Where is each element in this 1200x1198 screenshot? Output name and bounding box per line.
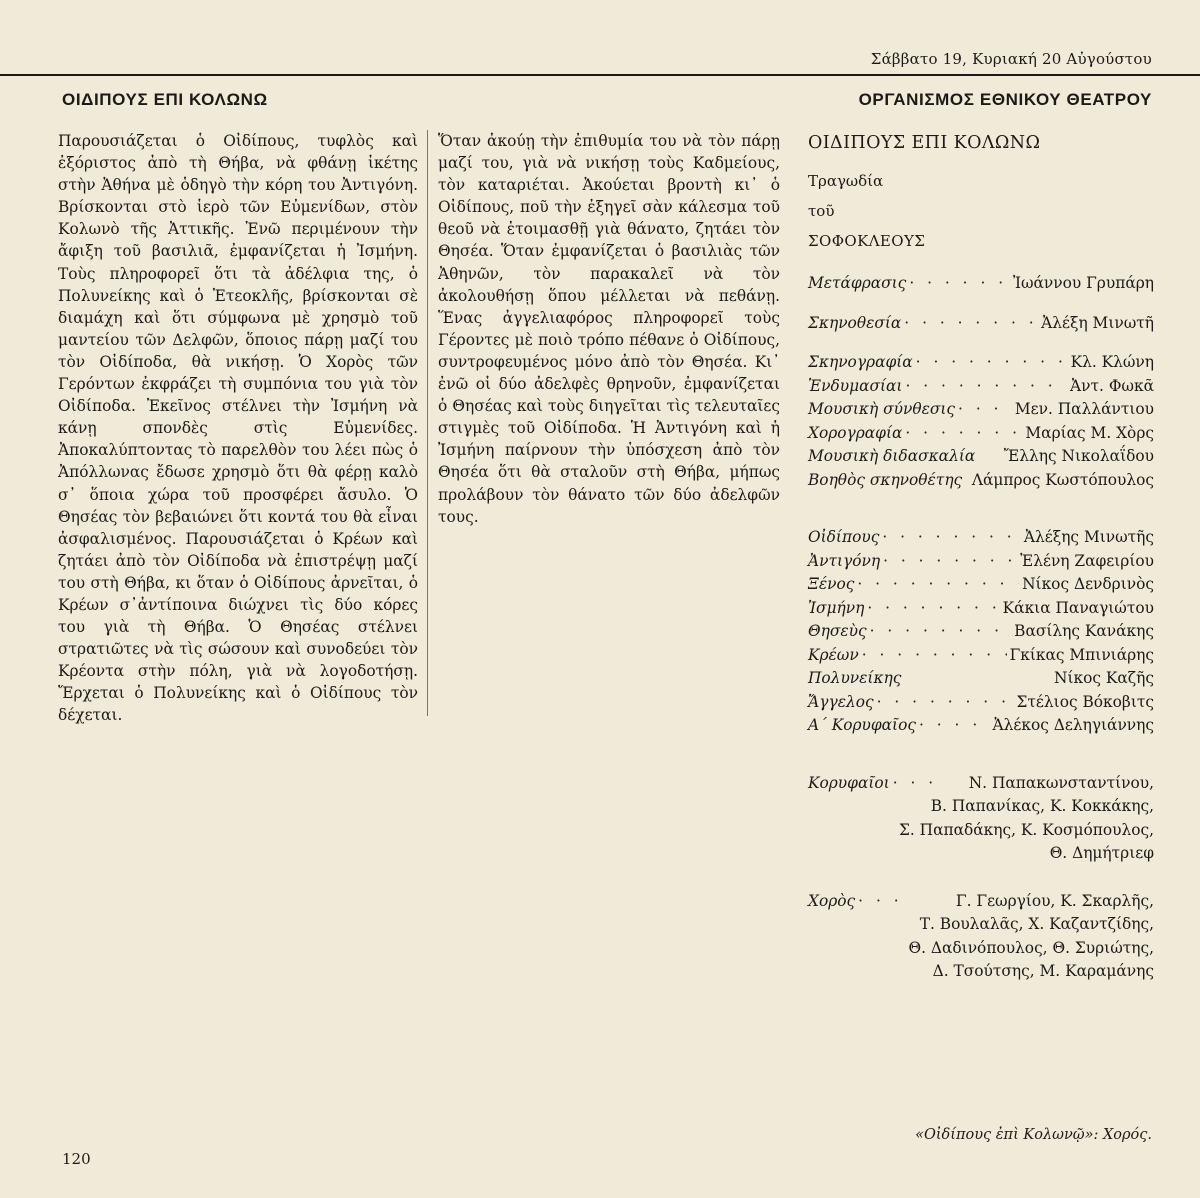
play-title: ΟΙΔΙΠΟΥΣ ΕΠΙ ΚΟΛΩΝΩ — [808, 133, 1041, 153]
cast-row — [808, 714, 1154, 738]
photo-caption: «Οἰδίπους ἐπὶ Κολωνῷ»: Χορός. — [915, 1127, 1152, 1143]
header-rule — [0, 74, 1200, 76]
cast-list — [808, 526, 1154, 738]
cast-role: Οἰδίπους — [808, 528, 880, 546]
dateline: Σάββατο 19, Κυριακή 20 Αὐγούστου — [870, 50, 1152, 68]
leader-dots — [858, 890, 906, 914]
leader-dots — [882, 526, 1021, 550]
cast-role: Πολυνείκης — [808, 669, 902, 687]
credit-name: Ἰωάννου Γρυπάρη — [1012, 274, 1154, 292]
credit-row-translation — [808, 272, 1154, 296]
leader-dots — [877, 691, 1014, 715]
chorus-block — [808, 890, 1154, 984]
credit-role: Μουσικὴ διδασκαλία — [808, 447, 976, 465]
cast-row — [808, 550, 1154, 574]
leader-dots — [870, 620, 1012, 644]
koryphaioi-line: Θ. Δημήτριεφ — [1049, 844, 1154, 862]
leader-dots — [958, 398, 1012, 422]
synopsis-text-1: Παρουσιάζεται ὁ Οἰδίπους, τυφλὸς καὶ ἐξόριστος ἀπὸ τὴ Θήβα, νὰ φθάνῃ ἱκέτης στὴν Ἀθήνα μὲ ὁδηγὸ τὴν κόρη του Ἀντιγόνη. Βρίσκονται στὸ ἱερὸ τῶν Εὐμενίδων, στὸν Κολωνὸ τῆς Ἀττικῆς. Ἐνῶ περιμένουν τὴν ἄφιξη τοῦ βασιλιᾶ, ἐμφανίζεται ἡ Ἰσμήνη. Τοὺς πληροφορεῖ ὅτι τὰ ἀδέλφια της, ὁ Πολυνείκης καὶ ὁ Ἐτεοκλῆς, βρίσκονται σὲ διαμάχη καὶ ὅτι σύμφωνα μὲ χρησμὸ τοῦ μαντείου τῶν Δελφῶν, ὅποιος πάρῃ μαζί του τὸν Οἰδίποδα, θὰ νικήσῃ. Ὁ Χορὸς τῶν Γερόντων ἐκφράζει τὴ συμπόνια του γιὰ τὸν Οἰδίποδα. Ἐκεῖνος στέλνει τὴν Ἰσμήνη νὰ κάνῃ σπονδὲς στὶς Εὐμενίδες. Ἀποκαλύπτοντας τὸ παρελθὸν του λέει πὼς ὁ Ἀπόλλωνας ἔδωσε χρησμὸ ὅτι θὰ φέρῃ καλὸ σ᾽ ὅποια χώρα τοῦ προσφέρει ἄσυλο. Ὁ Θησέας τὸν βεβαιώνει ὅτι κοντά του θὰ εἶναι ἀσφαλισμένος. Παρουσιάζεται ὁ Κρέων καὶ ζητάει ἀπὸ τὸν Οἰδίποδα νὰ ἐπιστρέψῃ μαζί του στὴ Θήβα, κι ὅταν ὁ Οἰδίπους ἀρνεῖται, ὁ Κρέων σ᾽ἀντίποινα διώχνει τὶς δύο κόρες του γιὰ τὴ Θήβα. Ὁ Θησέας στέλνει στρατιῶτες νὰ τὶς σώσουν καὶ συνοδεύει τὸν Κρέοντα στὴν πόλη, γιὰ νὰ λογοδοτήσῃ. Ἔρχεται ὁ Πολυνείκης καὶ ὁ Οἰδίπους τὸν δέχεται. — [58, 132, 418, 725]
credit-role: Χορὸς — [808, 891, 856, 910]
leader-dots — [916, 351, 1068, 375]
cast-role: Ἀντιγόνη — [808, 551, 881, 570]
koryphaioi-row — [808, 772, 1154, 796]
leader-dots — [919, 714, 990, 738]
cast-name: Γκίκας Μπινιάρης — [1009, 645, 1154, 664]
credit-role: Σκηνογραφία — [808, 353, 913, 371]
crew-row — [808, 351, 1154, 375]
leader-dots — [904, 312, 1038, 336]
cast-role: Κρέων — [808, 645, 859, 664]
crew-list — [808, 351, 1154, 492]
cast-row — [808, 597, 1154, 621]
chorus-row — [808, 890, 1154, 914]
chorus-line: Θ. Δαδινόπουλος, Θ. Συριώτης, — [908, 938, 1154, 957]
cast-role: Ξένος — [808, 575, 855, 593]
synopsis-column-2 — [438, 130, 780, 528]
cast-name: Κάκια Παναγιώτου — [1002, 598, 1154, 617]
cast-name: Νίκος Καζῆς — [1054, 669, 1154, 687]
credit-role: Βοηθὸς σκηνοθέτης — [808, 470, 963, 489]
crew-row — [808, 469, 1154, 493]
cast-role: Ἄγγελος — [808, 692, 874, 711]
play-author: ΣΟΦΟΚΛΕΟΥΣ — [808, 232, 926, 250]
koryphaioi-line: Σ. Παπαδάκης, Κ. Κοσμόπουλος, — [899, 820, 1154, 839]
crew-row — [808, 445, 1154, 469]
cast-name: Βασίλης Κανάκης — [1014, 622, 1154, 640]
credit-role: Κορυφαῖοι — [808, 773, 890, 792]
play-genre: Τραγωδία — [808, 172, 884, 190]
cast-row — [808, 691, 1154, 715]
cast-name: Ἀλέξης Μινωτῆς — [1023, 528, 1154, 546]
cast-name: Στέλιος Βόκοβιτς — [1016, 692, 1154, 711]
credit-name: Ἀντ. Φωκᾶ — [1070, 376, 1154, 395]
credit-role: Μετάφρασις — [808, 274, 907, 292]
credit-name: Κλ. Κλώνη — [1070, 353, 1154, 371]
column-divider — [427, 130, 428, 716]
leader-dots — [905, 375, 1067, 399]
cast-role: Θησεὺς — [808, 622, 867, 640]
cast-role: Ἰσμήνη — [808, 598, 865, 617]
credit-role: Ἐνδυμασίαι — [808, 376, 903, 395]
cast-name: Νίκος Δενδρινὸς — [1022, 575, 1154, 593]
cast-row — [808, 526, 1154, 550]
koryphaioi-block — [808, 772, 1154, 866]
credit-role: Μουσικὴ σύνθεσις — [808, 400, 956, 418]
credit-name: Ν. Παπακωνσταντίνου, — [968, 773, 1154, 792]
credit-role: Χορογραφία — [808, 423, 903, 442]
credit-row-direction — [808, 312, 1154, 336]
chorus-line: Δ. Τσούτσης, Μ. Καραμάνης — [932, 962, 1154, 980]
theatre-heading: ΟΡΓΑΝΙΣΜΟΣ ΕΘΝΙΚΟΥ ΘΕΑΤΡΟΥ — [858, 90, 1152, 109]
crew-row — [808, 422, 1154, 446]
cast-row — [808, 620, 1154, 644]
credit-name: Μαρίας Μ. Χὸρς — [1025, 423, 1154, 442]
play-of: τοῦ — [808, 202, 835, 220]
credit-name: Γ. Γεωργίου, Κ. Σκαρλῆς, — [955, 891, 1154, 910]
leader-dots — [857, 573, 1019, 597]
page-number: 120 — [62, 1150, 91, 1168]
chorus-line: Τ. Βουλαλᾶς, Χ. Καζαντζίδης, — [919, 915, 1154, 933]
crew-row — [808, 375, 1154, 399]
credit-name: Λάμπρος Κωστόπουλος — [971, 470, 1154, 489]
cast-row — [808, 644, 1154, 668]
cast-name: Ἀλέκος Δεληγιάννης — [992, 716, 1154, 734]
crew-row — [808, 398, 1154, 422]
leader-dots — [883, 550, 1017, 574]
credit-name: Ἔλλης Νικολαΐδου — [1003, 447, 1154, 465]
leader-dots — [862, 644, 1007, 668]
cast-role: Α΄ Κορυφαῖος — [808, 716, 916, 734]
credit-name: Μεν. Παλλάντιου — [1014, 400, 1154, 418]
leader-dots — [905, 422, 1022, 446]
synopsis-column-1 — [58, 130, 418, 727]
leader-dots — [909, 272, 1010, 296]
leader-dots — [867, 597, 999, 621]
koryphaioi-line: Β. Παπανίκας, Κ. Κοκκάκης, — [930, 797, 1154, 815]
synopsis-heading: ΟΙΔΙΠΟΥΣ ΕΠΙ ΚΟΛΩΝΩ — [62, 90, 268, 109]
cast-row — [808, 573, 1154, 597]
leader-dots — [893, 772, 941, 796]
cast-row — [808, 667, 1154, 691]
credit-name: Ἀλέξη Μινωτῆ — [1041, 313, 1154, 332]
synopsis-text-2: Ὅταν ἀκούῃ τὴν ἐπιθυμία του νὰ τὸν πάρῃ μαζί του, γιὰ νὰ νικήσῃ τοὺς Καδμείους, τὸν καταριέται. Ἀκούεται βροντὴ κι᾽ ὁ Οἰδίπους, ποῦ τὴν ἐξηγεῖ σὰν κάλεσμα τοῦ θεοῦ νὰ ἑτοιμασθῇ γιὰ θάνατο, ζητάει τὸν Θησέα. Ὅταν ἐμφανίζεται ὁ βασιλιὰς τῶν Ἀθηνῶν, τὸν παρακαλεῖ νὰ τὸν ἀκολουθήσῃ ὅπου μέλλεται νὰ πεθάνῃ. Ἕνας ἀγγελιαφόρος πληροφορεῖ τοὺς Γέροντες μὲ ποιὸ τρόπο πέθανε ὁ Οἰδίπους, συντροφευμένος μόνο ἀπὸ τὸν Θησέα. Κι᾽ ἐνῶ οἱ δύο ἀδελφὲς θρηνοῦν, ἐμφανίζεται ὁ Θησέας καὶ τοὺς διηγεῖται τὶς τελευταῖες στιγμὲς τοῦ Οἰδίποδα. Ἡ Ἀντιγόνη καὶ ἡ Ἰσμήνη παίρνουν τὴν ὑπόσχεση ἀπὸ τὸν Θησέα ὅτι θὰ σταλοῦν στὴ Θήβα, μήπως προλάβουν τὸν θάνατο τῶν δύο ἀδελφῶν τους. — [438, 132, 780, 526]
cast-name: Ἑλένη Ζαφειρίου — [1020, 551, 1154, 570]
credits-column — [808, 130, 1154, 984]
credit-role: Σκηνοθεσία — [808, 313, 902, 332]
